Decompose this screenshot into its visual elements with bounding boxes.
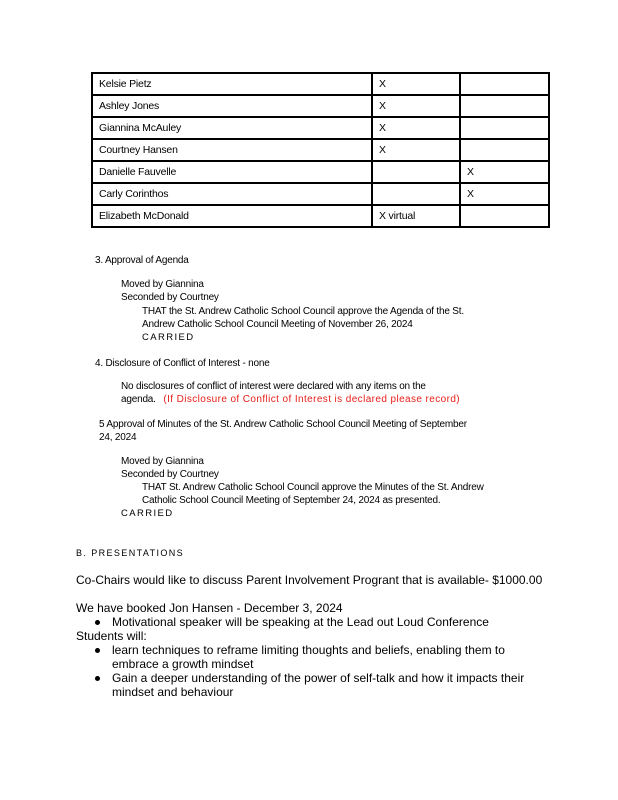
seconded-by: Seconded by Courtney: [121, 292, 219, 303]
seconded-by: Seconded by Courtney: [121, 469, 219, 480]
disclosure-text-line: No disclosures of conflict of interest were declared with any items on the: [121, 381, 426, 392]
absent-mark: [460, 205, 549, 227]
absent-mark: [460, 73, 549, 95]
present-mark: X: [372, 117, 460, 139]
absent-mark: [460, 117, 549, 139]
moved-by: Moved by Giannina: [121, 279, 204, 290]
member-name: Danielle Fauvelle: [92, 161, 372, 183]
member-name: Ashley Jones: [92, 95, 372, 117]
minutes-approval-heading-cont: 24, 2024: [99, 432, 137, 443]
list-item: Motivational speaker will be speaking at the Lead out Loud Conference: [76, 615, 489, 629]
member-name: Giannina McAuley: [92, 117, 372, 139]
member-name: Courtney Hansen: [92, 139, 372, 161]
table-row: [92, 139, 549, 161]
absent-mark: [460, 139, 549, 161]
motion-text-line: Andrew Catholic School Council Meeting of November 26, 2024: [142, 319, 413, 330]
disclosure-text-line2: [121, 394, 460, 405]
disclosure-text: agenda.: [121, 394, 156, 405]
list-item-line: learn techniques to reframe limiting thoughts and beliefs, enabling them to: [112, 643, 505, 657]
carried-label: CARRIED: [121, 508, 174, 519]
table-row: [92, 161, 549, 183]
present-mark: [372, 183, 460, 205]
absent-mark: [460, 95, 549, 117]
list-item-line: mindset and behaviour: [112, 685, 234, 699]
motion-text-line: Catholic School Council Meeting of September 24, 2024 as presented.: [142, 495, 441, 506]
minutes-approval-heading: 5 Approval of Minutes of the St. Andrew Catholic School Council Meeting of September: [99, 419, 467, 430]
attendance-table: [91, 72, 550, 228]
speaker-list: [76, 615, 489, 629]
absent-mark: X: [460, 161, 549, 183]
present-mark: X: [372, 73, 460, 95]
present-mark: [372, 161, 460, 183]
table-row: [92, 205, 549, 227]
motion-text-line: THAT St. Andrew Catholic School Council approve the Minutes of the St. Andrew: [142, 482, 484, 493]
present-mark: X: [372, 95, 460, 117]
presentations-heading: B. PRESENTATIONS: [76, 548, 185, 558]
member-name: Kelsie Pietz: [92, 73, 372, 95]
present-mark: X virtual: [372, 205, 460, 227]
table-row: [92, 117, 549, 139]
member-name: Elizabeth McDonald: [92, 205, 372, 227]
moved-by: Moved by Giannina: [121, 456, 204, 467]
absent-mark: X: [460, 183, 549, 205]
booked-speaker: We have booked Jon Hansen - December 3, 2024: [76, 601, 343, 615]
list-item: [76, 671, 524, 699]
conflict-of-interest-heading: 4. Disclosure of Conflict of Interest - none: [95, 358, 270, 369]
carried-label: CARRIED: [142, 332, 195, 343]
motion-text-line: THAT the St. Andrew Catholic School Council approve the Agenda of the St.: [142, 306, 464, 317]
list-item-line: embrace a growth mindset: [112, 657, 254, 671]
table-row: [92, 183, 549, 205]
students-label: Students will:: [76, 629, 147, 643]
agenda-approval-heading: 3. Approval of Agenda: [95, 255, 189, 266]
student-outcomes-list: [76, 643, 524, 699]
list-item-line: Gain a deeper understanding of the power of self-talk and how it impacts their: [112, 671, 525, 685]
member-name: Carly Corinthos: [92, 183, 372, 205]
cochairs-note: Co-Chairs would like to discuss Parent Involvement Progrant that is available- $1000.00: [76, 573, 543, 587]
table-row: [92, 95, 549, 117]
present-mark: X: [372, 139, 460, 161]
disclosure-note: (If Disclosure of Conflict of Interest is declared please record): [163, 394, 461, 405]
table-row: [92, 73, 549, 95]
list-item: [76, 643, 524, 671]
